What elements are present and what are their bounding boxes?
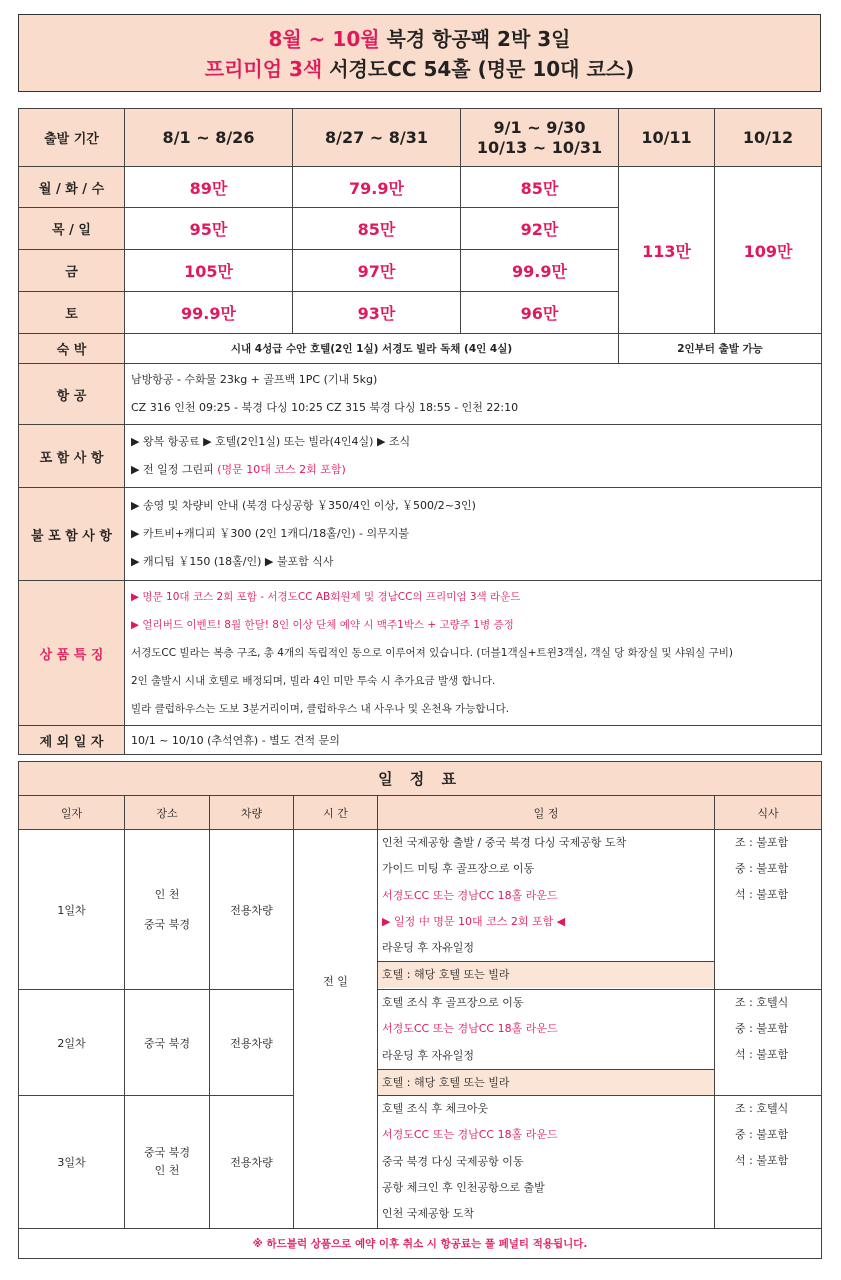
place-cell — [125, 1096, 210, 1229]
vehicle-cell: 전용차량 — [210, 990, 294, 1096]
period-2: 8/27 ~ 8/31 — [293, 109, 461, 167]
itinerary-item: 라운딩 후 자유일정 — [382, 1048, 475, 1062]
title-premium: 프리미엄 3색 — [204, 57, 323, 81]
feature-label: 상 품 특 징 — [19, 581, 125, 726]
meal-cell — [715, 830, 822, 990]
price-cell: 92만 — [461, 208, 619, 250]
meal-item: 석 : 불포함 — [735, 1154, 789, 1168]
itinerary-cell — [378, 1096, 715, 1229]
title-box — [18, 14, 821, 92]
vehicle-cell: 전용차량 — [210, 1096, 294, 1229]
itinerary-cell — [378, 990, 715, 1096]
meal-item: 석 : 불포함 — [735, 888, 789, 901]
feature-line: ▶ 명문 10대 코스 2회 포함 - 서경도CC AB회원제 및 경남CC의 프리미엄 3색 라운드 — [131, 591, 521, 603]
schedule-title: 일 정 표 — [19, 762, 822, 796]
day-cell: 1일차 — [19, 830, 125, 990]
itinerary-item: 호텔 조식 후 체크아웃 — [382, 1102, 489, 1116]
itinerary-item: 공항 체크인 후 인천공항으로 출발 — [382, 1181, 545, 1195]
period-3 — [461, 109, 619, 167]
feature-line: ▶ 얼리버드 이벤트! 8월 한달! 8인 이상 단체 예약 시 맥주1박스 + 고량주 1병 증정 — [131, 619, 514, 631]
itinerary-item: ▶ 일정 中 명문 10대 코스 2회 포함 ◀ — [382, 914, 566, 928]
schedule-header: 일 정 — [378, 796, 715, 830]
feature-line: 2인 출발시 시내 호텔로 배정되며, 빌라 4인 미만 투숙 시 추가요금 발생 합니다. — [131, 675, 496, 687]
flight-label: 항 공 — [19, 364, 125, 425]
place-cell — [125, 830, 210, 990]
place-line: 중국 북경 — [143, 1146, 190, 1160]
include-info — [125, 425, 822, 488]
itinerary-cell — [378, 830, 715, 990]
period-3b: 10/13 ~ 10/31 — [476, 137, 603, 157]
title-line-2 — [19, 54, 820, 84]
itinerary-item: 가이드 미팅 후 골프장으로 이동 — [382, 862, 535, 876]
lodging-note: 2인부터 출발 가능 — [619, 334, 822, 364]
meal-cell — [715, 1096, 822, 1229]
exclude-line: ▶ 카트비+캐디피 ￥300 (2인 1캐디/18홀/인) - 의무지불 — [131, 527, 409, 540]
feature-line: 빌라 클럽하우스는 도보 3분거리이며, 클럽하우스 내 사우나 및 온천욕 가능합니다. — [131, 703, 510, 715]
include-label: 포 함 사 항 — [19, 425, 125, 488]
meal-item: 조 : 호텔식 — [735, 996, 789, 1009]
day-cell: 2일차 — [19, 990, 125, 1096]
include-line — [131, 456, 821, 484]
price-cell: 85만 — [461, 167, 619, 208]
itinerary-item: 인천 국제공항 도착 — [382, 1207, 475, 1221]
meal-item: 중 : 불포함 — [735, 1128, 789, 1142]
period-3a: 9/1 ~ 9/30 — [493, 117, 586, 137]
price-special-2: 109만 — [715, 167, 822, 334]
meal-item: 석 : 불포함 — [735, 1048, 789, 1061]
schedule-header: 식사 — [715, 796, 822, 830]
period-label: 출발 기간 — [19, 109, 125, 167]
period-1: 8/1 ~ 8/26 — [125, 109, 293, 167]
price-cell: 96만 — [461, 292, 619, 334]
title-period: 8월 ~ 10월 — [268, 27, 380, 51]
schedule-header: 차량 — [210, 796, 294, 830]
exclusion-label: 제 외 일 자 — [19, 726, 125, 755]
hotel-row: 호텔 : 해당 호텔 또는 빌라 — [378, 1069, 714, 1095]
title-product: 북경 항공팩 2박 3일 — [379, 27, 571, 51]
exclusion-text: 10/1 ~ 10/10 (추석연휴) - 별도 견적 문의 — [125, 726, 822, 755]
lodging-text: 시내 4성급 수안 호텔(2인 1실) 서경도 빌라 독채 (4인 4실) — [125, 334, 619, 364]
price-cell: 89만 — [125, 167, 293, 208]
time-cell — [294, 830, 378, 1229]
vehicle-cell: 전용차량 — [210, 830, 294, 990]
schedule-header: 시 간 — [294, 796, 378, 830]
time-all: 전 일 — [323, 975, 348, 989]
hotel-row: 호텔 : 해당 호텔 또는 빌라 — [378, 961, 714, 987]
price-special-1: 113만 — [619, 167, 715, 334]
title-line-1 — [19, 24, 820, 54]
day-label: 월 / 화 / 수 — [19, 167, 125, 208]
meal-item: 중 : 불포함 — [735, 862, 789, 875]
place-cell: 중국 북경 — [125, 990, 210, 1096]
itinerary-item: 라운딩 후 자유일정 — [382, 941, 475, 955]
place-line: 중국 북경 — [143, 917, 190, 931]
itinerary-item: 서경도CC 또는 경남CC 18홀 라운드 — [382, 1128, 558, 1142]
include-greenfee: ▶ 전 일정 그린피 — [131, 463, 218, 476]
meal-cell — [715, 990, 822, 1096]
day-label: 목 / 일 — [19, 208, 125, 250]
itinerary-item: 중국 북경 다싱 국제공항 이동 — [382, 1154, 524, 1168]
day-label: 금 — [19, 250, 125, 292]
schedule-table — [18, 761, 822, 1259]
flight-line: 남방항공 - 수화물 23kg + 골프백 1PC (기내 5kg) — [131, 373, 378, 386]
price-table — [18, 108, 822, 755]
flight-line: CZ 316 인천 09:25 - 북경 다싱 10:25 CZ 315 북경 다싱 18:55 - 인천 22:10 — [131, 401, 519, 414]
price-cell: 105만 — [125, 250, 293, 292]
exclude-line: ▶ 송영 및 차량비 안내 (북경 다싱공항 ￥350/4인 이상, ￥500/2~3인) — [131, 499, 476, 512]
price-cell: 99.9만 — [125, 292, 293, 334]
period-4: 10/11 — [619, 109, 715, 167]
meal-item: 조 : 불포함 — [735, 836, 789, 849]
itinerary-item: 호텔 조식 후 골프장으로 이동 — [382, 996, 524, 1009]
day-label: 토 — [19, 292, 125, 334]
price-cell: 85만 — [293, 208, 461, 250]
schedule-header: 장소 — [125, 796, 210, 830]
include-greenfee-note: (명문 10대 코스 2회 포함) — [217, 463, 346, 476]
meal-item: 중 : 불포함 — [735, 1022, 789, 1035]
place-line: 인 천 — [154, 887, 180, 901]
place-line: 인 천 — [154, 1164, 180, 1178]
title-course: 서경도CC 54홀 (명문 10대 코스) — [322, 57, 635, 81]
period-5: 10/12 — [715, 109, 822, 167]
footer-notice: ※ 하드블럭 상품으로 예약 이후 취소 시 항공료는 풀 페널티 적용됩니다. — [19, 1229, 822, 1259]
price-cell: 79.9만 — [293, 167, 461, 208]
exclude-line: ▶ 캐디팁 ￥150 (18홀/인) ▶ 불포함 식사 — [131, 555, 334, 568]
lodging-label: 숙 박 — [19, 334, 125, 364]
price-cell: 97만 — [293, 250, 461, 292]
price-cell: 99.9만 — [461, 250, 619, 292]
price-cell: 93만 — [293, 292, 461, 334]
itinerary-item: 서경도CC 또는 경남CC 18홀 라운드 — [382, 1022, 558, 1036]
day-cell: 3일차 — [19, 1096, 125, 1229]
price-cell: 95만 — [125, 208, 293, 250]
feature-line: 서경도CC 빌라는 복층 구조, 총 4개의 독립적인 동으로 이루어져 있습니다. (더블1객실+트윈3객실, 객실 당 화장실 및 샤워실 구비) — [131, 647, 733, 659]
schedule-header: 일자 — [19, 796, 125, 830]
exclude-label: 불 포 함 사 항 — [19, 488, 125, 581]
feature-info — [125, 581, 822, 726]
itinerary-item: 인천 국제공항 출발 / 중국 북경 다싱 국제공항 도착 — [382, 836, 627, 849]
include-line: ▶ 왕복 항공료 ▶ 호텔(2인1실) 또는 빌라(4인4실) ▶ 조식 — [131, 435, 411, 448]
exclude-info — [125, 488, 822, 581]
flight-info — [125, 364, 822, 425]
meal-item: 조 : 호텔식 — [735, 1102, 789, 1116]
itinerary-item: 서경도CC 또는 경남CC 18홀 라운드 — [382, 888, 558, 902]
